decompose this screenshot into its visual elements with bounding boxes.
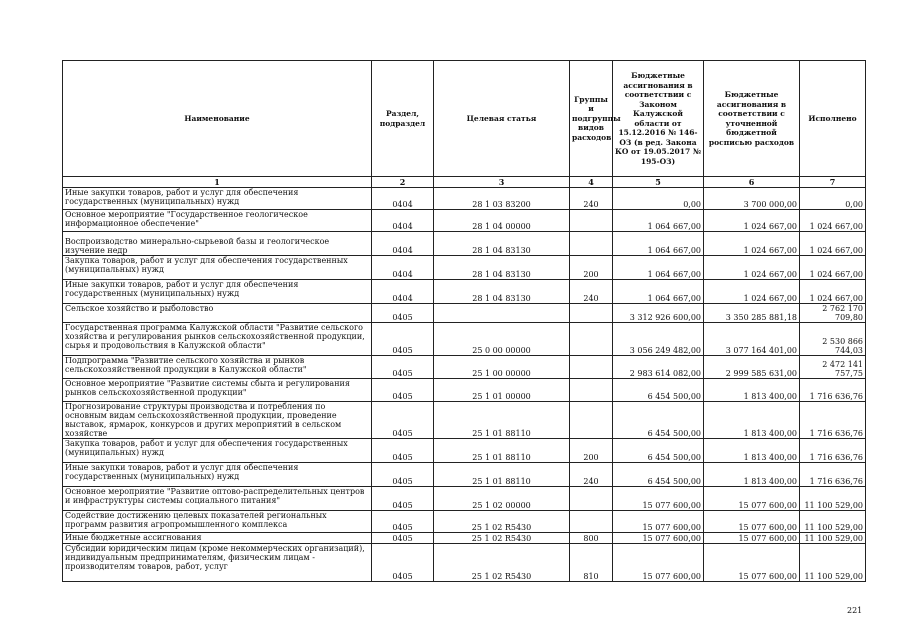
row-budget-revised: 3 700 000,00: [704, 188, 800, 210]
row-budget-law: 15 077 600,00: [613, 511, 704, 533]
row-budget-revised: 1 024 667,00: [704, 280, 800, 304]
row-name: Прогнозирование структуры производства и потребления по основным видам сельскохозяйственной продукции, проведение выставок, ярмарок, конкурсов и других мероприятий в сельском хозяйстве: [63, 402, 372, 439]
row-budget-law: 3 056 249 482,00: [613, 323, 704, 356]
row-name: Закупка товаров, работ и услуг для обеспечения государственных (муниципальных) нужд: [63, 256, 372, 280]
row-executed: 1 024 667,00: [800, 256, 866, 280]
row-article: 25 1 02 00000: [434, 487, 570, 511]
row-group: [570, 210, 613, 232]
column-number: 6: [704, 177, 800, 188]
row-budget-law: 1 064 667,00: [613, 232, 704, 256]
table-row: [63, 256, 866, 280]
row-article: 25 1 01 88110: [434, 463, 570, 487]
row-budget-law: 15 077 600,00: [613, 487, 704, 511]
header-budget-law: Бюджетные ассигнования в соответствии с Законом Калужской области от 15.12.2016 № 146-ОЗ (в ред. Закона КО от 19.05.2017 № 195-ОЗ): [613, 61, 704, 177]
row-executed: 2 472 141 757,75: [800, 356, 866, 379]
header-name: Наименование: [63, 61, 372, 177]
row-budget-revised: 3 350 285 881,18: [704, 304, 800, 323]
row-section: 0405: [372, 379, 434, 402]
row-executed: 1 024 667,00: [800, 232, 866, 256]
row-name: Государственная программа Калужской области "Развитие сельского хозяйства и регулирования рынков сельскохозяйственной продукции, сырья и продовольствия в Калужской области": [63, 323, 372, 356]
row-article: 28 1 04 00000: [434, 210, 570, 232]
row-section: 0405: [372, 463, 434, 487]
row-executed: 1 716 636,76: [800, 379, 866, 402]
page-number: 221: [847, 606, 863, 615]
row-executed: 11 100 529,00: [800, 533, 866, 544]
row-budget-law: 15 077 600,00: [613, 533, 704, 544]
table-row: [63, 379, 866, 402]
row-name: Иные закупки товаров, работ и услуг для обеспечения государственных (муниципальных) нужд: [63, 188, 372, 210]
row-article: 25 1 01 00000: [434, 379, 570, 402]
row-group: 240: [570, 188, 613, 210]
row-budget-revised: 1 813 400,00: [704, 439, 800, 463]
row-group: [570, 304, 613, 323]
row-budget-law: 2 983 614 082,00: [613, 356, 704, 379]
table-row: [63, 356, 866, 379]
row-group: [570, 511, 613, 533]
row-budget-revised: 15 077 600,00: [704, 544, 800, 582]
row-group: [570, 402, 613, 439]
row-budget-law: 6 454 500,00: [613, 379, 704, 402]
row-section: 0405: [372, 439, 434, 463]
row-section: 0405: [372, 323, 434, 356]
row-budget-revised: 15 077 600,00: [704, 533, 800, 544]
row-group: [570, 379, 613, 402]
row-group: [570, 487, 613, 511]
table-row: [63, 188, 866, 210]
row-name: Сельское хозяйство и рыболовство: [63, 304, 372, 323]
table-row: [63, 487, 866, 511]
row-executed: 11 100 529,00: [800, 544, 866, 582]
row-section: 0404: [372, 210, 434, 232]
row-section: 0405: [372, 511, 434, 533]
row-name: Закупка товаров, работ и услуг для обеспечения государственных (муниципальных) нужд: [63, 439, 372, 463]
row-article: 25 1 02 R5430: [434, 544, 570, 582]
row-name: Иные закупки товаров, работ и услуг для обеспечения государственных (муниципальных) нужд: [63, 280, 372, 304]
row-group: 810: [570, 544, 613, 582]
row-section: 0404: [372, 280, 434, 304]
table-row: [63, 323, 866, 356]
row-budget-revised: 15 077 600,00: [704, 487, 800, 511]
row-executed: 1 024 667,00: [800, 280, 866, 304]
row-budget-law: 0,00: [613, 188, 704, 210]
table-row: [63, 544, 866, 582]
row-budget-law: 1 064 667,00: [613, 210, 704, 232]
table-row: [63, 511, 866, 533]
row-section: 0404: [372, 232, 434, 256]
row-group: 240: [570, 280, 613, 304]
row-budget-revised: 15 077 600,00: [704, 511, 800, 533]
table-row: [63, 533, 866, 544]
header-row: [63, 61, 866, 177]
row-name: Субсидии юридическим лицам (кроме некоммерческих организаций), индивидуальным предпринимателям, физическим лицам - производителям товаров, работ, услуг: [63, 544, 372, 582]
row-executed: 1 716 636,76: [800, 439, 866, 463]
table-row: [63, 304, 866, 323]
column-number: 2: [372, 177, 434, 188]
column-number-row: [63, 177, 866, 188]
row-budget-law: 1 064 667,00: [613, 280, 704, 304]
row-section: 0404: [372, 256, 434, 280]
header-groups: Группы и подгруппы видов расходов: [570, 61, 613, 177]
row-executed: 11 100 529,00: [800, 487, 866, 511]
table-row: [63, 402, 866, 439]
row-group: 200: [570, 256, 613, 280]
row-executed: 1 716 636,76: [800, 402, 866, 439]
row-budget-law: 6 454 500,00: [613, 463, 704, 487]
row-section: 0404: [372, 188, 434, 210]
row-article: [434, 304, 570, 323]
row-budget-law: 3 312 926 600,00: [613, 304, 704, 323]
column-number: 7: [800, 177, 866, 188]
row-executed: 0,00: [800, 188, 866, 210]
row-section: 0405: [372, 533, 434, 544]
row-name: Основное мероприятие "Развитие оптово-распределительных центров и инфраструктуры системы социального питания": [63, 487, 372, 511]
column-number: 3: [434, 177, 570, 188]
row-name: Содействие достижению целевых показателей региональных программ развития агропромышленного комплекса: [63, 511, 372, 533]
table-row: [63, 463, 866, 487]
row-group: 240: [570, 463, 613, 487]
header-section: Раздел, подраздел: [372, 61, 434, 177]
row-budget-revised: 1 024 667,00: [704, 232, 800, 256]
header-budget-revised: Бюджетные ассигнования в соответствии с уточненной бюджетной росписью расходов: [704, 61, 800, 177]
row-article: 28 1 04 83130: [434, 256, 570, 280]
budget-table: [62, 60, 866, 582]
row-group: [570, 323, 613, 356]
row-executed: 1 024 667,00: [800, 210, 866, 232]
row-name: Подпрограмма "Развитие сельского хозяйства и рынков сельскохозяйственной продукции в Калужской области": [63, 356, 372, 379]
row-article: 25 1 00 00000: [434, 356, 570, 379]
row-article: 28 1 03 83200: [434, 188, 570, 210]
row-group: 200: [570, 439, 613, 463]
row-name: Иные бюджетные ассигнования: [63, 533, 372, 544]
row-section: 0405: [372, 544, 434, 582]
column-number: 1: [63, 177, 372, 188]
row-group: [570, 232, 613, 256]
row-budget-revised: 1 813 400,00: [704, 379, 800, 402]
row-budget-revised: 2 999 585 631,00: [704, 356, 800, 379]
row-article: 25 1 01 88110: [434, 439, 570, 463]
row-budget-revised: 1 813 400,00: [704, 463, 800, 487]
row-section: 0405: [372, 304, 434, 323]
row-budget-law: 1 064 667,00: [613, 256, 704, 280]
row-section: 0405: [372, 487, 434, 511]
table-row: [63, 232, 866, 256]
table-row: [63, 210, 866, 232]
row-name: Основное мероприятие "Развитие системы сбыта и регулирования рынков сельскохозяйственной продукции": [63, 379, 372, 402]
row-executed: 1 716 636,76: [800, 463, 866, 487]
column-number: 4: [570, 177, 613, 188]
row-executed: 11 100 529,00: [800, 511, 866, 533]
row-section: 0405: [372, 402, 434, 439]
row-article: 25 0 00 00000: [434, 323, 570, 356]
row-budget-revised: 1 024 667,00: [704, 210, 800, 232]
row-article: 25 1 02 R5430: [434, 511, 570, 533]
header-article: Целевая статья: [434, 61, 570, 177]
row-budget-law: 6 454 500,00: [613, 439, 704, 463]
row-executed: 2 530 866 744,03: [800, 323, 866, 356]
row-section: 0405: [372, 356, 434, 379]
row-name: Иные закупки товаров, работ и услуг для обеспечения государственных (муниципальных) нужд: [63, 463, 372, 487]
header-executed: Исполнено: [800, 61, 866, 177]
row-budget-law: 15 077 600,00: [613, 544, 704, 582]
row-budget-revised: 1 813 400,00: [704, 402, 800, 439]
row-budget-law: 6 454 500,00: [613, 402, 704, 439]
row-article: 28 1 04 83130: [434, 280, 570, 304]
row-article: 25 1 02 R5430: [434, 533, 570, 544]
row-article: 25 1 01 88110: [434, 402, 570, 439]
table-row: [63, 439, 866, 463]
row-budget-revised: 3 077 164 401,00: [704, 323, 800, 356]
row-name: Воспроизводство минерально-сырьевой базы и геологическое изучение недр: [63, 232, 372, 256]
row-budget-revised: 1 024 667,00: [704, 256, 800, 280]
row-name: Основное мероприятие "Государственное геологическое информационное обеспечение": [63, 210, 372, 232]
row-article: 28 1 04 83130: [434, 232, 570, 256]
row-group: 800: [570, 533, 613, 544]
row-executed: 2 762 170 709,80: [800, 304, 866, 323]
row-group: [570, 356, 613, 379]
table-row: [63, 280, 866, 304]
column-number: 5: [613, 177, 704, 188]
